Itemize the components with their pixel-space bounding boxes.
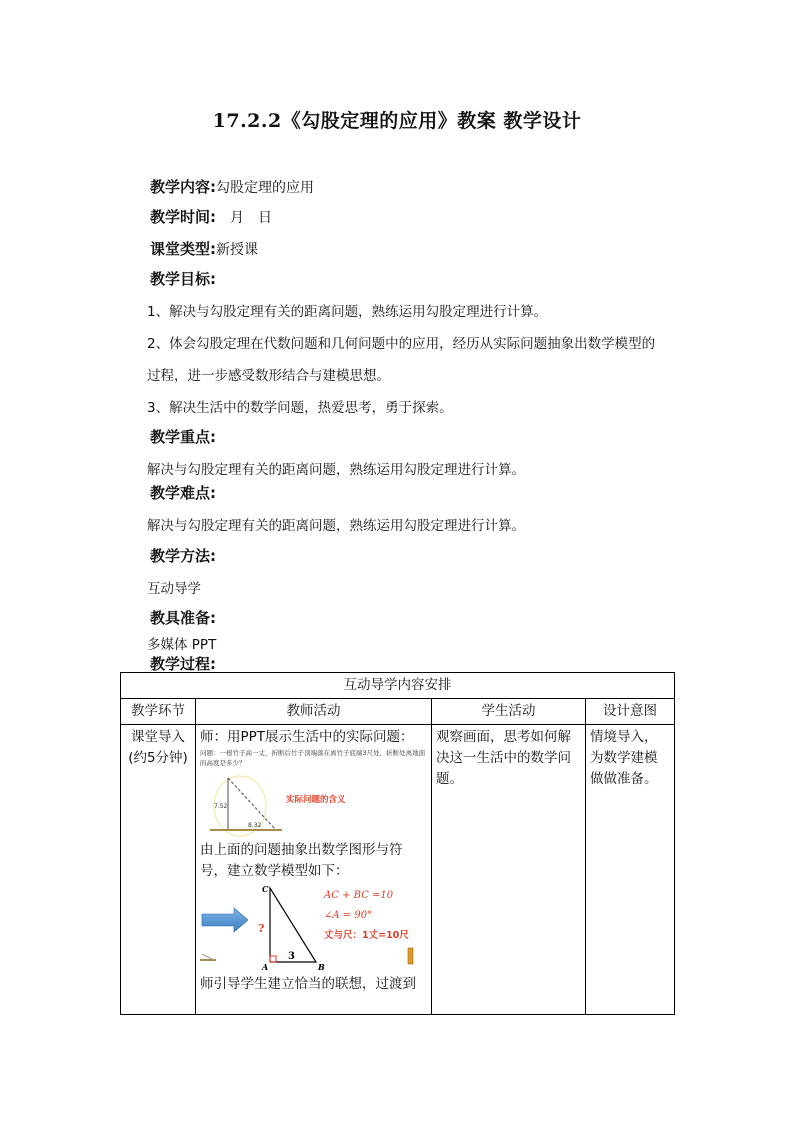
teacher-end: 师引导学生建立恰当的联想，过渡到 (200, 976, 416, 992)
content-value: 勾股定理的应用 (216, 180, 314, 196)
difficulty-label: 教学难点: (150, 484, 216, 502)
type-value: 新授课 (216, 242, 258, 258)
fig1-caption: 实际问题的含义 (286, 795, 346, 805)
unknown-height: ? (258, 922, 265, 935)
header-stage: 教学环节 (121, 699, 196, 725)
goal-2-cont: 过程，进一步感受数形结合与建模思想。 (147, 368, 390, 384)
fig1-vertical-label: 7.52 (214, 803, 228, 810)
teacher-mid: 由上面的问题抽象出数学图形与符号，建立数学模型如下： (200, 842, 403, 879)
time-value: 月 日 (216, 210, 272, 226)
base-length: 3 (288, 951, 295, 962)
table-header-row (121, 699, 675, 725)
equation-angle: ∠A = 90° (324, 910, 373, 921)
header-teacher: 教师活动 (196, 699, 432, 725)
equation-sum: AC + BC =10 (324, 890, 394, 901)
header-intent: 设计意图 (586, 699, 675, 725)
arrow-icon (202, 908, 248, 932)
triangle-model-figure (200, 882, 426, 974)
fig1-base-label: 8.32 (248, 822, 262, 829)
difficulty-value: 解决与勾股定理有关的距离问题，熟练运用勾股定理进行计算。 (147, 518, 525, 534)
table-row (121, 725, 675, 1015)
bamboo-icon (408, 948, 413, 964)
goal-3: 3、解决生活中的数学问题，热爱思考，勇于探索。 (147, 400, 453, 416)
process-label: 教学过程: (150, 655, 216, 673)
method-value: 互动导学 (147, 581, 201, 597)
goal-2: 2、体会勾股定理在代数问题和几何问题中的应用，经历从实际问题抽象出数学模型的 (147, 336, 656, 352)
bamboo-figure (200, 768, 426, 840)
type-label: 课堂类型: (150, 240, 216, 258)
goals-label: 教学目标: (150, 270, 216, 288)
teacher-intro: 师：用PPT展示生活中的实际问题： (200, 729, 414, 745)
content-label: 教学内容: (150, 178, 216, 196)
vertex-a: A (262, 962, 269, 972)
vertex-c: C (262, 884, 269, 894)
method-label: 教学方法: (150, 547, 216, 565)
table-caption-row (121, 673, 675, 699)
content-row (150, 176, 314, 197)
student-cell: 观察画面，思考如何解决这一生活中的数学问题。 (432, 725, 586, 1015)
time-row (150, 206, 272, 227)
intent-cell: 情境导入，为数学建模做做准备。 (586, 725, 675, 1015)
table-caption: 互动导学内容安排 (121, 673, 675, 699)
vertex-b: B (318, 962, 325, 972)
header-student: 学生活动 (432, 699, 586, 725)
time-label: 教学时间: (150, 208, 216, 226)
prep-label: 教具准备: (150, 609, 216, 627)
process-table (120, 672, 675, 1015)
prep-value: 多媒体 PPT (147, 637, 217, 653)
goal-1: 1、解决与勾股定理有关的距离问题，熟练运用勾股定理进行计算。 (147, 304, 548, 320)
problem-text: 问题：一根竹子高一丈，折断后竹子顶端落在离竹子底端3尺处，折断处离地面的高度是多少？ (200, 749, 426, 767)
teacher-cell (196, 725, 432, 1015)
page-title: 17.2.2《勾股定理的应用》教案 教学设计 (212, 110, 582, 132)
key-value: 解决与勾股定理有关的距离问题，熟练运用勾股定理进行计算。 (147, 462, 525, 478)
key-label: 教学重点: (150, 428, 216, 446)
stage-cell: 课堂导入(约5分钟) (121, 725, 196, 1015)
type-row (150, 238, 258, 259)
equation-units: 丈与尺：1丈=10尺 (324, 930, 409, 941)
